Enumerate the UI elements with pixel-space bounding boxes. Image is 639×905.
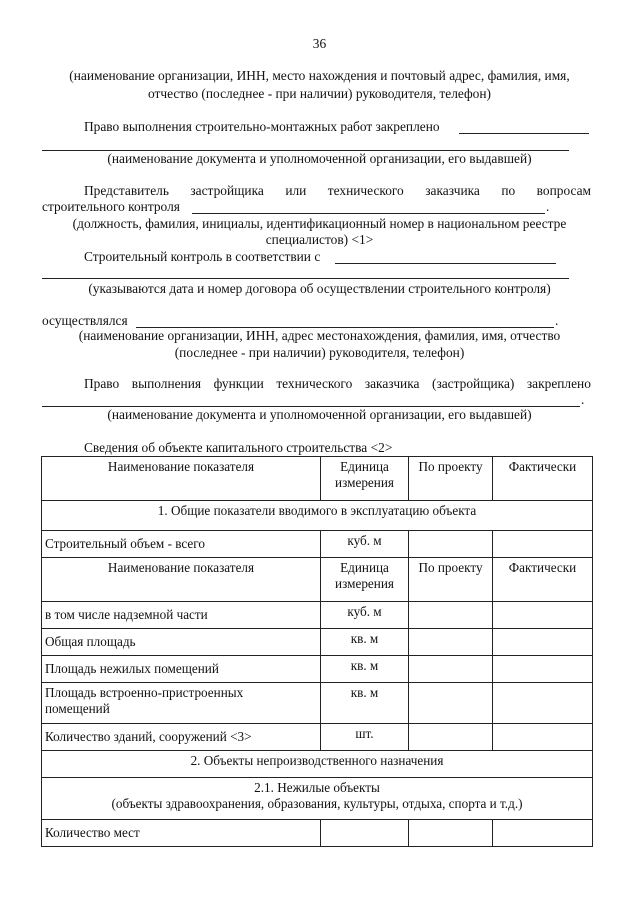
rep-word: или xyxy=(285,183,307,198)
period: . xyxy=(581,392,585,407)
row-name: Количество мест xyxy=(42,820,321,847)
section-21-title: 2.1. Нежилые объекты (объекты здравоохранения, образования, культуры, отдыха, спорта и т.д.) xyxy=(42,778,593,820)
actual-cell[interactable] xyxy=(493,602,593,629)
rep-word: по xyxy=(501,183,516,198)
page-number: 36 xyxy=(312,36,327,51)
row-name: Строительный объем - всего xyxy=(42,531,321,558)
row-name: Количество зданий, сооружений <3> xyxy=(42,724,321,751)
actual-cell[interactable] xyxy=(493,531,593,558)
customer-word: Право xyxy=(84,376,120,391)
org-note-4: (последнее - при наличии) руководителя, телефон) xyxy=(174,345,465,360)
period: . xyxy=(546,199,550,214)
customer-word: заказчика xyxy=(364,376,420,391)
table-header-row xyxy=(42,457,593,501)
customer-line xyxy=(84,376,591,392)
table-row xyxy=(42,820,593,847)
project-cell[interactable] xyxy=(409,656,493,683)
contract-blank xyxy=(42,278,569,279)
rep-word: вопросам xyxy=(536,183,591,198)
row-unit xyxy=(321,820,409,847)
actual-cell[interactable] xyxy=(493,820,593,847)
rep-word: технического xyxy=(327,183,404,198)
header-unit: Единица измерения xyxy=(321,558,409,602)
org-note-line-1: (наименование организации, ИНН, место нахождения и почтовый адрес, фамилия, имя, xyxy=(69,68,570,83)
project-cell[interactable] xyxy=(409,602,493,629)
position-note-2: специалистов) <1> xyxy=(265,232,374,247)
header-project: По проекту xyxy=(409,558,493,602)
object-info-table xyxy=(41,456,593,847)
org-note-line-2: отчество (последнее - при наличии) руководителя, телефон) xyxy=(147,86,491,101)
doc-note-2: (наименование документа и уполномоченной организации, его выдавшей) xyxy=(107,407,532,422)
actual-cell[interactable] xyxy=(493,656,593,683)
actual-cell[interactable] xyxy=(493,683,593,724)
table-row xyxy=(42,683,593,724)
section-row xyxy=(42,501,593,531)
doc-note: (наименование документа и уполномоченной организации, его выдавшей) xyxy=(107,151,532,166)
representative-line-2: строительного контроля xyxy=(42,199,180,214)
project-cell[interactable] xyxy=(409,820,493,847)
rep-word: Представитель xyxy=(84,183,169,198)
actual-cell[interactable] xyxy=(493,629,593,656)
section-row xyxy=(42,778,593,820)
row-name: Площадь встроенно-пристроенных помещений xyxy=(42,683,321,724)
row-unit: кв. м xyxy=(321,656,409,683)
customer-word: технического xyxy=(276,376,353,391)
table-row xyxy=(42,629,593,656)
header-name: Наименование показателя xyxy=(42,457,321,501)
actual-cell[interactable] xyxy=(493,724,593,751)
section-1-title: 1. Общие показатели вводимого в эксплуатацию объекта xyxy=(42,501,593,531)
header-name: Наименование показателя xyxy=(42,558,321,602)
table-caption: Сведения об объекте капитального строительства <2> xyxy=(84,440,393,455)
customer-word: выполнения xyxy=(131,376,202,391)
customer-word: (застройщика) xyxy=(431,376,515,391)
row-unit: кв. м xyxy=(321,629,409,656)
rep-word: застройщика xyxy=(190,183,264,198)
control-per-label: Строительный контроль в соответствии с xyxy=(84,249,321,264)
construction-right-label: Право выполнения строительно-монтажных работ закреплено xyxy=(84,119,440,134)
row-unit: куб. м xyxy=(321,602,409,629)
row-unit: шт. xyxy=(321,724,409,751)
project-cell[interactable] xyxy=(409,724,493,751)
header-actual: Фактически xyxy=(493,457,593,501)
org-note-3: (наименование организации, ИНН, адрес местонахождения, фамилия, имя, отчество xyxy=(78,328,561,343)
header-unit: Единица измерения xyxy=(321,457,409,501)
rep-word: заказчика xyxy=(425,183,480,198)
customer-word: функции xyxy=(213,376,264,391)
performed-label: осуществлялся xyxy=(42,313,128,328)
representative-blank xyxy=(192,213,545,214)
row-unit: куб. м xyxy=(321,531,409,558)
row-unit: кв. м xyxy=(321,683,409,724)
construction-right-blank xyxy=(459,133,589,134)
project-cell[interactable] xyxy=(409,629,493,656)
representative-line xyxy=(84,183,591,199)
header-project: По проекту xyxy=(409,457,493,501)
row-name: Общая площадь xyxy=(42,629,321,656)
table-header-row xyxy=(42,558,593,602)
table-row xyxy=(42,724,593,751)
control-per-blank xyxy=(335,263,556,264)
header-actual: Фактически xyxy=(493,558,593,602)
row-name: в том числе надземной части xyxy=(42,602,321,629)
row-name: Площадь нежилых помещений xyxy=(42,656,321,683)
contract-note: (указываются дата и номер договора об осуществлении строительного контроля) xyxy=(88,281,551,296)
project-cell[interactable] xyxy=(409,683,493,724)
table-row xyxy=(42,602,593,629)
table-row xyxy=(42,656,593,683)
section-row xyxy=(42,751,593,778)
customer-word: закреплено xyxy=(526,376,591,391)
section-2-title: 2. Объекты непроизводственного назначения xyxy=(42,751,593,778)
period: . xyxy=(555,313,559,328)
project-cell[interactable] xyxy=(409,531,493,558)
table-row xyxy=(42,531,593,558)
position-note-1: (должность, фамилия, инициалы, идентификационный номер в национальном реестре xyxy=(72,216,567,231)
